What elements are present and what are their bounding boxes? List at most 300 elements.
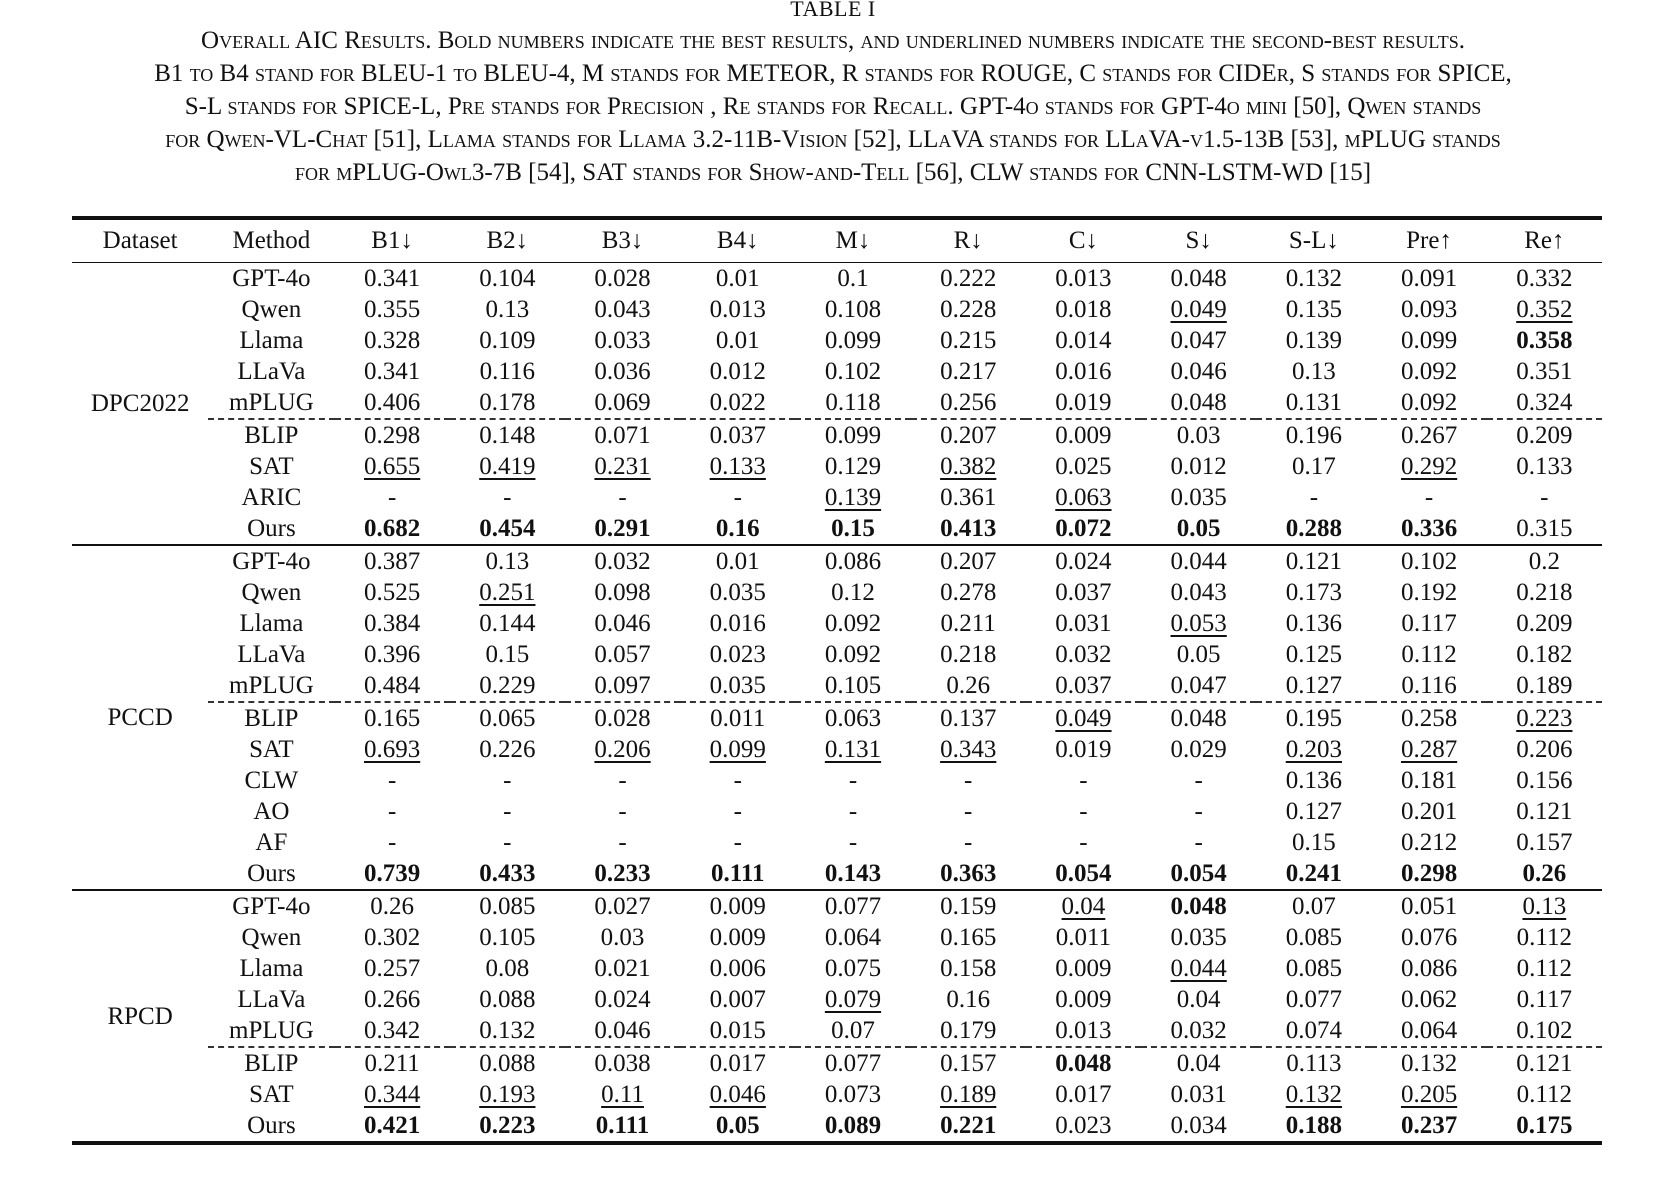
value-cell xyxy=(1026,294,1141,325)
table-row xyxy=(72,1047,1602,1079)
value-text: 0.062 xyxy=(1400,986,1458,1013)
value-cell xyxy=(795,325,910,356)
value-text: 0.205 xyxy=(1400,1081,1458,1108)
value-cell xyxy=(1487,513,1602,545)
value-cell xyxy=(565,796,680,827)
value-text: 0.03 xyxy=(600,924,645,951)
value-text: 0.046 xyxy=(709,1081,766,1108)
method-cell: Llama xyxy=(239,610,304,637)
value-cell xyxy=(335,325,450,356)
value-text: 0.054 xyxy=(1055,860,1112,887)
value-text: 0.266 xyxy=(363,986,421,1013)
value-cell xyxy=(911,1079,1026,1110)
value-cell xyxy=(1256,1110,1371,1143)
value-cell xyxy=(335,451,450,482)
value-cell xyxy=(1371,577,1486,608)
value-text: 0.229 xyxy=(479,672,536,699)
value-cell xyxy=(680,1015,795,1047)
value-cell xyxy=(1026,513,1141,545)
table-row xyxy=(72,922,1602,953)
value-text: 0.121 xyxy=(1285,548,1342,575)
column-header: Method xyxy=(232,227,311,254)
value-text: 0.179 xyxy=(940,1017,997,1044)
value-cell xyxy=(1026,796,1141,827)
value-cell xyxy=(1026,734,1141,765)
method-cell: Ours xyxy=(247,515,296,542)
value-cell xyxy=(1141,670,1256,702)
value-cell xyxy=(1487,734,1602,765)
value-cell xyxy=(795,827,910,858)
column-header: R↓ xyxy=(953,227,983,254)
value-cell xyxy=(1026,765,1141,796)
value-text: 0.342 xyxy=(363,1017,421,1044)
value-text: 0.12 xyxy=(831,579,875,606)
value-text: 0.072 xyxy=(1055,515,1112,542)
value-cell xyxy=(1026,263,1141,295)
value-cell xyxy=(1371,1079,1486,1110)
value-cell xyxy=(565,294,680,325)
value-cell xyxy=(680,670,795,702)
value-text: 0.132 xyxy=(1285,1081,1342,1108)
value-cell xyxy=(1487,608,1602,639)
value-text: - xyxy=(1540,484,1549,511)
value-text: 0.009 xyxy=(709,924,766,951)
value-cell xyxy=(1256,953,1371,984)
value-text: 0.116 xyxy=(479,358,535,385)
value-text: 0.092 xyxy=(1400,389,1458,416)
value-text: 0.267 xyxy=(1400,422,1458,449)
value-text: 0.038 xyxy=(594,1050,651,1077)
value-text: 0.139 xyxy=(1285,327,1342,354)
value-text: 0.085 xyxy=(1285,924,1342,951)
value-cell xyxy=(795,953,910,984)
method-cell: mPLUG xyxy=(229,389,314,416)
value-cell xyxy=(450,953,565,984)
value-text: 0.231 xyxy=(594,453,651,480)
value-cell xyxy=(450,482,565,513)
value-cell xyxy=(680,796,795,827)
value-text: 0.112 xyxy=(1516,955,1572,982)
value-cell xyxy=(1256,765,1371,796)
method-cell: SAT xyxy=(249,1081,294,1108)
value-text: 0.132 xyxy=(479,1017,536,1044)
value-cell xyxy=(1256,577,1371,608)
value-cell xyxy=(1141,953,1256,984)
value-text: 0.044 xyxy=(1170,548,1227,575)
value-text: 0.01 xyxy=(715,327,760,354)
value-text: 0.351 xyxy=(1516,358,1573,385)
caption-line: for mPLUG-Owl3-7B [54], SAT stands for Show-and-Tell [56], CLW stands for CNN-LSTM-WD [15] xyxy=(294,159,1372,186)
value-text: 0.332 xyxy=(1516,265,1573,292)
value-text: 0.121 xyxy=(1516,798,1573,825)
value-text: 0.027 xyxy=(594,893,651,920)
value-text: - xyxy=(503,829,512,856)
value-cell xyxy=(1256,545,1371,577)
value-text: 0.211 xyxy=(364,1050,420,1077)
value-text: 0.165 xyxy=(363,705,421,732)
method-cell: AF xyxy=(255,829,288,856)
value-cell xyxy=(450,325,565,356)
value-cell xyxy=(1256,922,1371,953)
value-text: 0.298 xyxy=(363,422,421,449)
value-text: 0.105 xyxy=(479,924,536,951)
value-cell xyxy=(450,670,565,702)
value-text: 0.037 xyxy=(1055,672,1112,699)
value-cell xyxy=(680,827,795,858)
value-text: 0.064 xyxy=(1400,1017,1458,1044)
value-text: 0.117 xyxy=(1401,610,1457,637)
value-text: 0.26 xyxy=(1522,860,1567,887)
value-text: 0.099 xyxy=(1400,327,1458,354)
value-cell xyxy=(1256,451,1371,482)
value-cell xyxy=(680,702,795,734)
value-text: 0.112 xyxy=(1516,924,1572,951)
value-text: 0.165 xyxy=(940,924,997,951)
value-text: 0.013 xyxy=(1055,265,1112,292)
value-cell xyxy=(1487,325,1602,356)
value-text: 0.031 xyxy=(1170,1081,1227,1108)
value-cell xyxy=(1487,577,1602,608)
table-row xyxy=(72,1110,1602,1143)
table-row xyxy=(72,858,1602,890)
value-cell xyxy=(911,263,1026,295)
value-cell xyxy=(450,702,565,734)
table-row xyxy=(72,1015,1602,1047)
value-text: 0.178 xyxy=(479,389,536,416)
value-text: 0.028 xyxy=(594,265,651,292)
method-cell: Qwen xyxy=(241,924,302,951)
method-cell: Llama xyxy=(239,955,304,982)
value-cell xyxy=(450,608,565,639)
value-cell xyxy=(795,482,910,513)
value-cell xyxy=(1371,356,1486,387)
value-cell xyxy=(1256,827,1371,858)
dataset-cell: RPCD xyxy=(72,890,208,1143)
value-cell xyxy=(1371,827,1486,858)
value-cell xyxy=(911,1110,1026,1143)
value-text: 0.021 xyxy=(594,955,651,982)
value-cell xyxy=(795,577,910,608)
value-text: 0.047 xyxy=(1170,327,1227,354)
value-cell xyxy=(1256,858,1371,890)
value-text: 0.13 xyxy=(485,296,530,323)
value-text: 0.077 xyxy=(824,893,882,920)
value-cell xyxy=(335,387,450,419)
value-text: 0.046 xyxy=(594,1017,651,1044)
value-cell xyxy=(565,639,680,670)
value-cell xyxy=(1141,922,1256,953)
value-cell xyxy=(335,984,450,1015)
value-text: - xyxy=(848,798,858,825)
value-cell xyxy=(911,608,1026,639)
value-cell xyxy=(795,922,910,953)
value-cell xyxy=(450,1015,565,1047)
value-text: 0.419 xyxy=(479,453,536,480)
value-cell xyxy=(335,1015,450,1047)
value-text: 0.26 xyxy=(370,893,414,920)
method-cell: GPT-4o xyxy=(208,545,334,577)
value-text: 0.278 xyxy=(940,579,997,606)
value-cell xyxy=(565,608,680,639)
method-cell: Qwen xyxy=(241,296,302,323)
value-text: 0.076 xyxy=(1400,924,1458,951)
value-text: 0.127 xyxy=(1285,672,1342,699)
table-row xyxy=(72,387,1602,419)
value-cell xyxy=(1026,1079,1141,1110)
value-cell xyxy=(680,356,795,387)
column-header: B2↓ xyxy=(486,227,529,254)
value-text: 0.031 xyxy=(1055,610,1112,637)
table-row xyxy=(72,639,1602,670)
value-text: 0.051 xyxy=(1400,893,1458,920)
value-cell xyxy=(795,734,910,765)
value-cell xyxy=(795,387,910,419)
value-text: 0.032 xyxy=(594,548,651,575)
value-text: 0.207 xyxy=(940,422,997,449)
table-row xyxy=(72,608,1602,639)
value-cell xyxy=(1487,482,1602,513)
value-text: - xyxy=(618,798,627,825)
value-text: 0.188 xyxy=(1285,1112,1342,1139)
value-text: 0.035 xyxy=(709,579,766,606)
value-text: 0.111 xyxy=(711,860,765,887)
caption-line: B1 to B4 stand for BLEU-1 to BLEU-4, M stands for METEOR, R stands for ROUGE, C stands for CIDEr, S stands for SPICE, xyxy=(154,60,1512,87)
value-cell xyxy=(911,890,1026,922)
value-cell xyxy=(1487,1015,1602,1047)
value-text: 0.037 xyxy=(1055,579,1112,606)
value-cell xyxy=(565,325,680,356)
value-text: 0.256 xyxy=(940,389,997,416)
table-row xyxy=(72,670,1602,702)
value-cell xyxy=(565,890,680,922)
table-row xyxy=(72,765,1602,796)
value-text: 0.221 xyxy=(940,1112,997,1139)
value-cell xyxy=(1487,545,1602,577)
value-cell xyxy=(335,702,450,734)
value-text: 0.046 xyxy=(594,610,651,637)
value-text: 0.009 xyxy=(1055,955,1112,982)
value-cell xyxy=(335,1110,450,1143)
value-text: 0.102 xyxy=(1516,1017,1573,1044)
table-row xyxy=(72,356,1602,387)
value-cell xyxy=(1371,953,1486,984)
value-text: 0.065 xyxy=(479,705,536,732)
value-cell xyxy=(450,419,565,451)
value-text: 0.139 xyxy=(824,484,882,511)
value-cell xyxy=(1256,294,1371,325)
value-cell xyxy=(1256,670,1371,702)
value-text: 0.05 xyxy=(1176,641,1221,668)
value-cell xyxy=(1026,577,1141,608)
value-text: 0.454 xyxy=(479,515,536,542)
value-cell xyxy=(450,858,565,890)
value-cell xyxy=(911,294,1026,325)
value-cell xyxy=(1371,1110,1486,1143)
value-cell xyxy=(1487,670,1602,702)
value-cell xyxy=(1487,356,1602,387)
value-text: 0.035 xyxy=(1170,484,1227,511)
value-cell xyxy=(1141,1079,1256,1110)
value-cell xyxy=(795,890,910,922)
value-text: 0.15 xyxy=(831,515,875,542)
value-cell xyxy=(565,482,680,513)
value-cell xyxy=(1026,858,1141,890)
value-cell xyxy=(565,577,680,608)
value-cell xyxy=(1256,1079,1371,1110)
value-text: 0.086 xyxy=(1400,955,1458,982)
value-text: 0.525 xyxy=(363,579,421,606)
value-cell xyxy=(450,1110,565,1143)
value-text: 0.044 xyxy=(1170,955,1227,982)
value-cell xyxy=(565,387,680,419)
table-row xyxy=(72,1079,1602,1110)
table-body xyxy=(72,263,1602,1144)
value-cell xyxy=(1371,765,1486,796)
value-text: - xyxy=(733,484,742,511)
value-cell xyxy=(335,1079,450,1110)
value-cell xyxy=(911,451,1026,482)
value-cell xyxy=(450,827,565,858)
method-cell: LLaVa xyxy=(237,641,306,668)
value-text: 0.012 xyxy=(1170,453,1227,480)
value-cell xyxy=(680,953,795,984)
value-cell xyxy=(565,356,680,387)
value-cell xyxy=(1026,827,1141,858)
value-cell xyxy=(1141,294,1256,325)
value-cell xyxy=(795,419,910,451)
table-row xyxy=(72,734,1602,765)
value-text: 0.04 xyxy=(1061,893,1106,920)
value-text: 0.049 xyxy=(1170,296,1227,323)
value-text: 0.363 xyxy=(940,860,997,887)
value-text: 0.212 xyxy=(1400,829,1458,856)
value-cell xyxy=(680,545,795,577)
value-cell xyxy=(565,1110,680,1143)
value-text: 0.037 xyxy=(709,422,766,449)
value-cell xyxy=(335,1047,450,1079)
method-cell: BLIP xyxy=(208,1047,334,1079)
value-text: 0.1 xyxy=(837,265,869,292)
value-cell xyxy=(1141,1110,1256,1143)
value-text: 0.148 xyxy=(479,422,536,449)
value-text: 0.131 xyxy=(1285,389,1342,416)
value-cell xyxy=(1026,1015,1141,1047)
value-text: 0.085 xyxy=(1285,955,1342,982)
value-text: 0.116 xyxy=(1401,672,1457,699)
value-cell xyxy=(1371,639,1486,670)
value-text: - xyxy=(964,798,973,825)
value-cell xyxy=(1371,1015,1486,1047)
value-text: 0.315 xyxy=(1516,515,1573,542)
value-text: 0.421 xyxy=(363,1112,421,1139)
value-text: 0.012 xyxy=(709,358,766,385)
value-cell xyxy=(450,1047,565,1079)
value-text: 0.292 xyxy=(1400,453,1458,480)
value-text: 0.019 xyxy=(1055,736,1112,763)
method-cell: Ours xyxy=(247,1112,296,1139)
column-header: B4↓ xyxy=(716,227,759,254)
value-text: 0.352 xyxy=(1516,296,1573,323)
value-text: 0.097 xyxy=(594,672,651,699)
value-cell xyxy=(1141,325,1256,356)
value-cell xyxy=(1256,734,1371,765)
value-text: 0.099 xyxy=(709,736,766,763)
value-text: 0.033 xyxy=(594,327,651,354)
value-cell xyxy=(911,984,1026,1015)
table-caption xyxy=(58,24,1608,189)
value-cell xyxy=(680,890,795,922)
value-cell xyxy=(795,1079,910,1110)
value-cell xyxy=(1371,890,1486,922)
value-cell xyxy=(1371,387,1486,419)
value-text: 0.195 xyxy=(1285,705,1342,732)
value-text: 0.196 xyxy=(1285,422,1342,449)
table-row xyxy=(72,577,1602,608)
value-text: 0.218 xyxy=(1516,579,1573,606)
value-text: 0.291 xyxy=(594,515,651,542)
value-text: 0.043 xyxy=(594,296,651,323)
value-cell xyxy=(1141,734,1256,765)
value-text: 0.209 xyxy=(1516,422,1573,449)
value-cell xyxy=(680,734,795,765)
value-cell xyxy=(1487,1047,1602,1079)
value-cell xyxy=(795,608,910,639)
value-cell xyxy=(1256,419,1371,451)
column-header: M↓ xyxy=(835,227,871,254)
value-text: 0.13 xyxy=(1291,358,1336,385)
value-cell xyxy=(1487,639,1602,670)
value-cell xyxy=(911,325,1026,356)
value-text: - xyxy=(964,829,973,856)
value-cell xyxy=(1256,387,1371,419)
value-cell xyxy=(1371,451,1486,482)
value-text: 0.105 xyxy=(824,672,882,699)
value-text: 0.023 xyxy=(1055,1112,1112,1139)
value-cell xyxy=(911,1047,1026,1079)
value-cell xyxy=(335,419,450,451)
value-text: 0.739 xyxy=(363,860,421,887)
value-text: 0.112 xyxy=(1401,641,1457,668)
value-text: 0.222 xyxy=(940,265,997,292)
value-cell xyxy=(1026,1110,1141,1143)
value-text: 0.113 xyxy=(1286,1050,1342,1077)
value-cell xyxy=(335,827,450,858)
value-text: 0.07 xyxy=(1291,893,1336,920)
value-cell xyxy=(1026,451,1141,482)
value-cell xyxy=(1371,734,1486,765)
value-cell xyxy=(1026,639,1141,670)
value-cell xyxy=(565,858,680,890)
value-cell xyxy=(335,545,450,577)
value-cell xyxy=(335,294,450,325)
value-text: - xyxy=(1079,829,1088,856)
value-text: 0.144 xyxy=(479,610,536,637)
value-text: 0.341 xyxy=(363,265,421,292)
value-text: 0.009 xyxy=(1055,986,1112,1013)
value-text: 0.043 xyxy=(1170,579,1227,606)
method-cell: Qwen xyxy=(241,579,302,606)
value-cell xyxy=(911,702,1026,734)
value-text: 0.17 xyxy=(1291,453,1336,480)
value-text: 0.175 xyxy=(1516,1112,1573,1139)
value-cell xyxy=(1026,356,1141,387)
value-cell xyxy=(911,356,1026,387)
value-cell xyxy=(1487,796,1602,827)
value-cell xyxy=(335,513,450,545)
value-cell xyxy=(680,577,795,608)
value-text: 0.189 xyxy=(1516,672,1573,699)
value-text: 0.011 xyxy=(1055,924,1112,951)
